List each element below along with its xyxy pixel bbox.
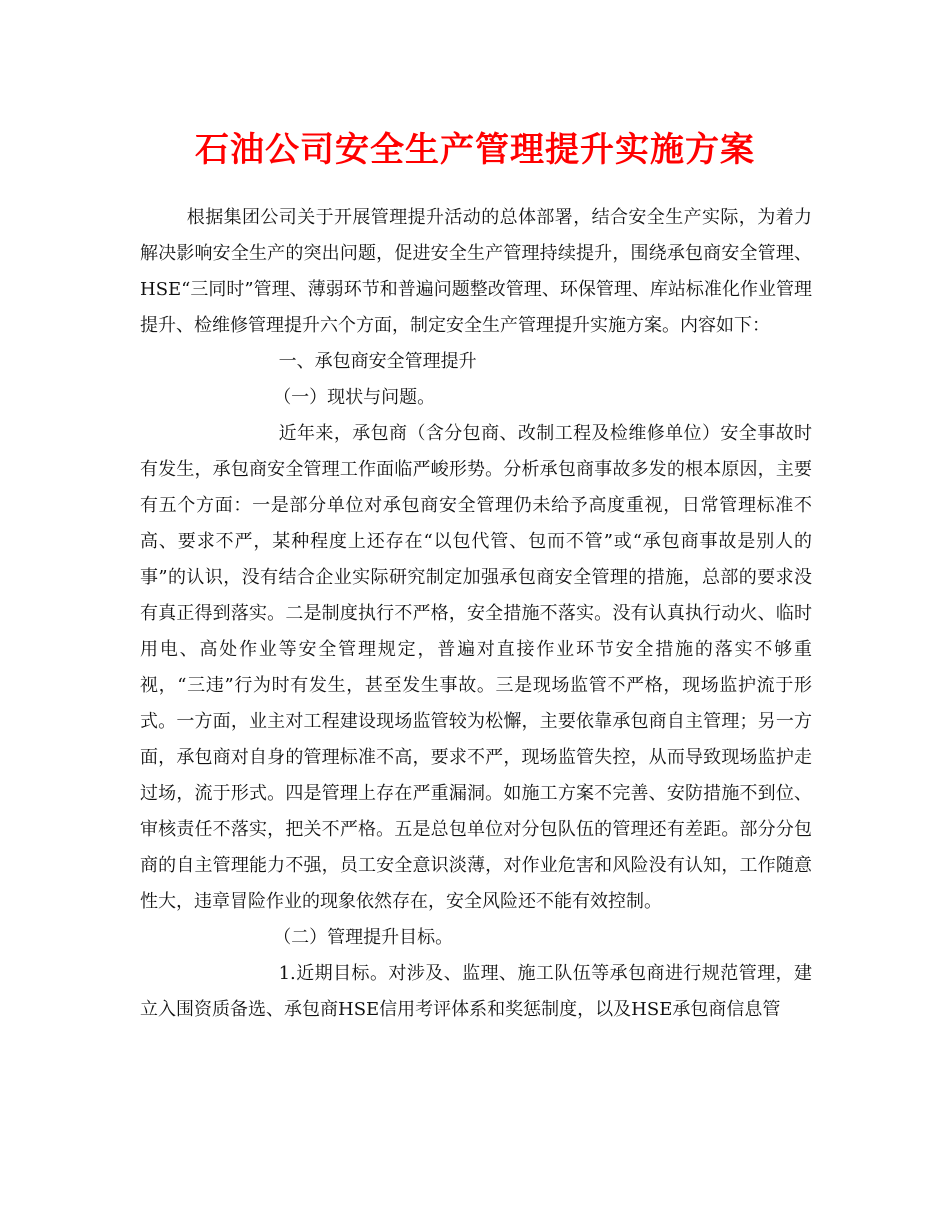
intro-paragraph: 根据集团公司关于开展管理提升活动的总体部署，结合安全生产实际，为着力解决影响安全生产的突出问题，促进安全生产管理持续提升，围绕承包商安全管理、HSE“三同时”管理、薄弱环节和普遍问题整改管理、环保管理、库站标准化作业管理提升、检维修管理提升六个方面，制定安全生产管理提升实施方案。内容如下： bbox=[140, 207, 812, 336]
document-body bbox=[140, 200, 812, 1028]
section-heading: 一、承包商安全管理提升 bbox=[278, 351, 477, 372]
subsection-heading: （二）管理提升目标。 bbox=[273, 927, 454, 948]
list-item: 1.近期目标。对涉及、监理、施工队伍等承包商进行规范管理，建立入围资质备选、承包商HSE信用考评体系和奖惩制度，以及HSE承包商信息管 bbox=[140, 963, 812, 1020]
subsection-paragraph: 近年来，承包商（含分包商、改制工程及检维修单位）安全事故时有发生，承包商安全管理工作面临严峻形势。分析承包商事故多发的根本原因，主要有五个方面：一是部分单位对承包商安全管理仍未给予高度重视，日常管理标准不高、要求不严，某种程度上还存在“以包代管、包而不管”或“承包商事故是别人的事”的认识，没有结合企业实际研究制定加强承包商安全管理的措施，总部的要求没有真正得到落实。二是制度执行不严格，安全措施不落实。没有认真执行动火、临时用电、高处作业等安全管理规定，普遍对直接作业环节安全措施的落实不够重视，“三违”行为时有发生，甚至发生事故。三是现场监管不严格，现场监护流于形式。一方面，业主对工程建设现场监管较为松懈，主要依靠承包商自主管理；另一方面，承包商对自身的管理标准不高，要求不严，现场监管失控，从而导致现场监护走过场，流于形式。四是管理上存在严重漏洞。如施工方案不完善、安防措施不到位、审核责任不落实，把关不严格。五是总包单位对分包队伍的管理还有差距。部分分包商的自主管理能力不强，员工安全意识淡薄，对作业危害和风险没有认知，工作随意性大，违章冒险作业的现象依然存在，安全风险还不能有效控制。 bbox=[140, 423, 812, 912]
document-title: 石油公司安全生产管理提升实施方案 bbox=[195, 130, 755, 170]
subsection-heading: （一）现状与问题。 bbox=[273, 387, 436, 408]
